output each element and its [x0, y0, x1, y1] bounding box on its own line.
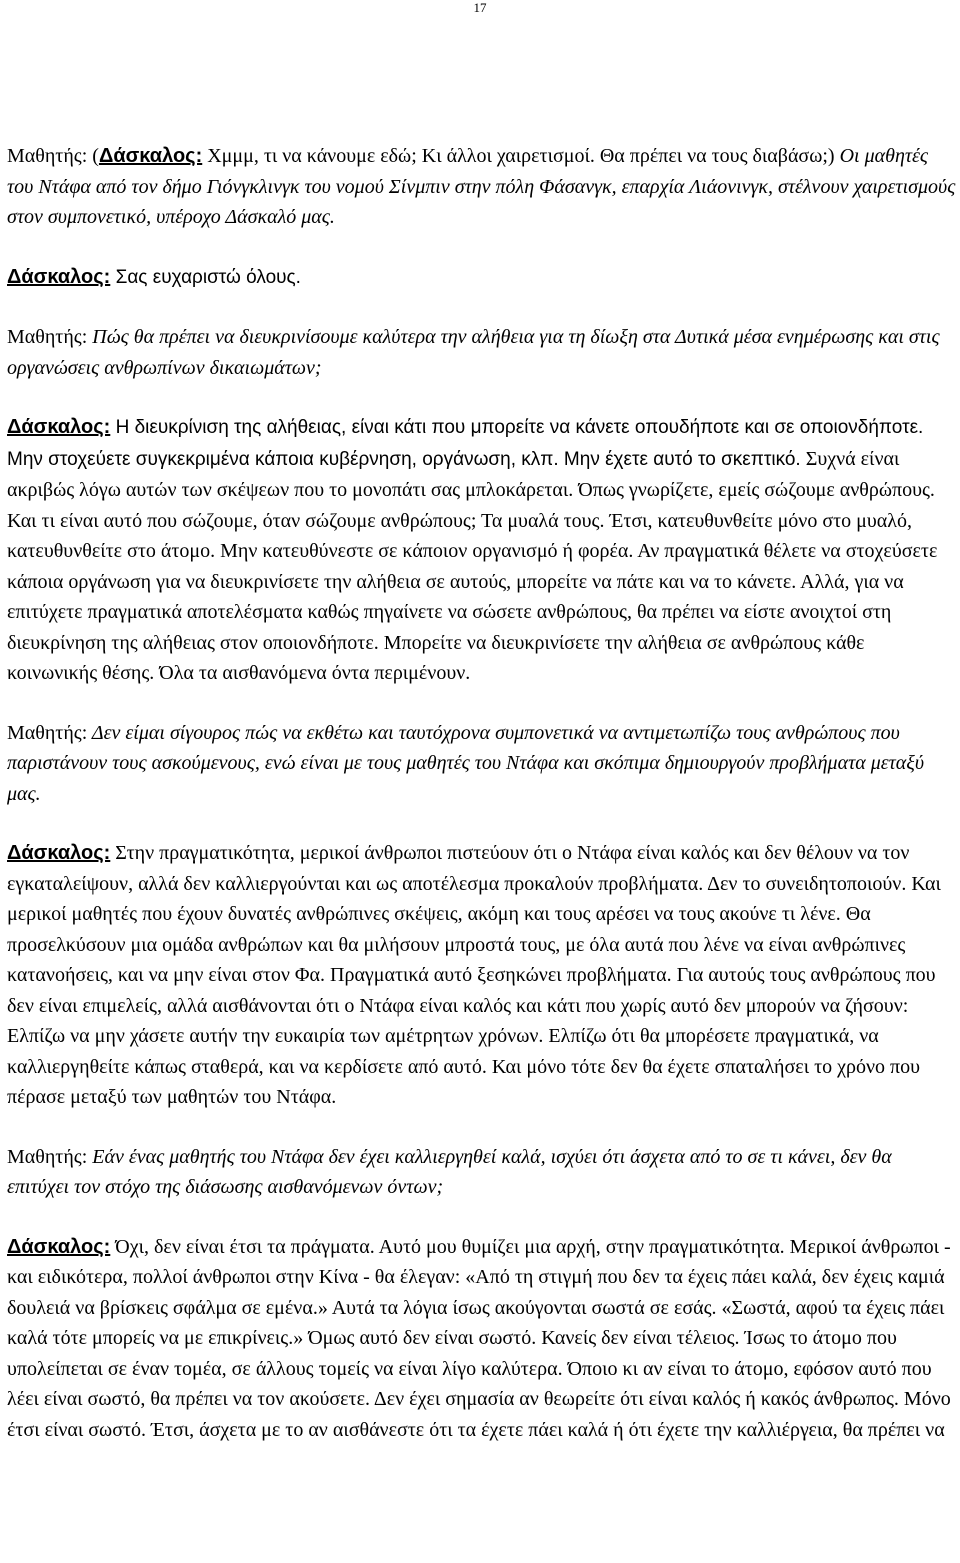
teacher-text: Στην πραγματικότητα, μερικοί άνθρωποι πιστεύουν ότι ο Ντάφα είναι καλός και δεν θέλουν να τον εγκαταλείψουν, αλλά δεν καλλιεργούνται και ως αποτέλεσμα προκαλούν προβλήματα. Δεν το συνειδητοποιούν. Και μερικοί μαθητές που έχουν δυνατές ανθρώπινες σκέψεις, ακόμη και τους αρέσει να τους ακούνε τι λένε. Θα προσελκύσουν μια ομάδα ανθρώπων και θα μιλήσουν μπροστά τους, με όλα αυτά που λένε να είναι ανθρώπινες κατανοήσεις, και να μην είναι στον Φα. Πραγματικά αυτό ξεσηκώνει προβλήματα. Για αυτούς τους ανθρώπους που δεν είναι επιμελείς, αλλά αισθάνονται ότι ο Ντάφα είναι καλός και κάτι που χωρίς αυτό δεν μπορούν να ζήσουν: Ελπίζω να μην χάσετε αυτήν την ευκαιρία των αμέτρητων χρόνων. Ελπίζω ότι θα μπορέσετε πραγματικά, να καλλιεργηθείτε κάπως σταθερά, και να κερδίσετε από αυτό. Και μόνο τότε δεν θα έχετε σπαταλήσει το χρόνο που πέρασε μεταξύ των μαθητών του Ντάφα.: [7, 842, 941, 1108]
teacher-label: Δάσκαλος:: [7, 416, 111, 438]
paragraph-student-2: [7, 322, 957, 383]
teacher-text: Συχνά είναι ακριβώς λόγω αυτών των σκέψεων που το μονοπάτι σας μπλοκάρεται. Όπως γνωρίζετε, εμείς σώζουμε ανθρώπους. Και τι είναι αυτό που σώζουμε, όταν σώζουμε ανθρώπους; Τα μυαλά τους. Έτσι, κατευθυνθείτε μόνο στο μυαλό, κατευθυνθείτε στο άτομο. Μην κατευθύνεστε σε κάποιον οργανισμό ή φορέα. Αν πραγματικά θέλετε να στοχεύσετε κάποια οργάνωση για να διευκρινίσετε την αλήθεια σε αυτούς, μπορείτε να πάτε και να το κάνετε. Αλλά, για να επιτύχετε πραγματικά αποτελέσματα καθώς πηγαίνετε να σώσετε ανθρώπους, θα πρέπει να είστε ανοιχτοί στη διευκρίνηση της αλήθειας στον οποιονδήποτε. Μπορείτε να διευκρινίσετε την αλήθεια σε ανθρώπους κάθε κοινωνικής θέσης. Όλα τα αισθανόμενα όντα περιμένουν.: [7, 447, 938, 684]
student-label: Μαθητής:: [7, 721, 88, 744]
teacher-label: Δάσκαλος:: [7, 1235, 111, 1258]
paragraph-teacher-3: [7, 838, 957, 1113]
teacher-text-sans: Η διευκρίνιση της αλήθειας, είναι κάτι που μπορείτε να κάνετε οπουδήποτε και σε οποιονδήποτε. Μην στοχεύετε συγκεκριμένα κάποια κυβέρνηση, οργάνωση, κλπ. Μην έχετε αυτό το σκεπτικό.: [7, 417, 924, 470]
paragraph-student-3: [7, 718, 957, 810]
paragraph-teacher-2: [7, 412, 957, 689]
paragraph-teacher-4: [7, 1232, 957, 1446]
student-label: Μαθητής: (: [7, 145, 99, 167]
teacher-text: Όχι, δεν είναι έτσι τα πράγματα. Αυτό μου θυμίζει μια αρχή, στην πραγματικότητα. Μερικοί άνθρωποι - και ειδικότερα, πολλοί άνθρωποι στην Κίνα - θα έλεγαν: «Από τη στιγμή που δεν τα έχεις πάει καλά, δεν έχεις καμιά δουλειά να βρίσκεις σφάλμα σε εμένα.» Αυτά τα λόγια ίσως ακούγονται σωστά σε εσάς. «Σωστά, αφού τα έχεις πάει καλά τότε μπορείς να με επικρίνεις.» Όμως αυτό δεν είναι σωστό. Κανείς δεν είναι τέλειος. Ίσως το άτομο που υπολείπεται σε έναν τομέα, σε άλλους τομείς να είναι λίγο καλύτερα. Όποιο κι αν είναι το άτομο, εφόσον αυτό που λέει είναι σωστό, θα πρέπει να τον ακούσετε. Δεν έχει σημασία αν θεωρείτε ότι είναι καλός ή κακός άνθρωπος. Μόνο έτσι είναι σωστό. Έτσι, άσχετα με το αν αισθάνεστε ότι τα έχετε πάει καλά ή ότι έχετε την καλλιέργεια, θα πρέπει να: [7, 1235, 951, 1441]
student-text: Δεν είμαι σίγουρος πώς να εκθέτω και ταυτόχρονα συμπονετικά να αντιμετωπίζω τους ανθρώπους που παριστάνουν τους ασκούμενους, ενώ είναι με τους μαθητές του Ντάφα και σκόπιμα δημιουργούν προβλήματα μεταξύ μας.: [7, 721, 925, 805]
teacher-label: Δάσκαλος:: [7, 842, 111, 864]
teacher-label: Δάσκαλος:: [7, 265, 111, 288]
teacher-aside-text: Χμμμ, τι να κάνουμε εδώ; Κι άλλοι χαιρετισμοί. Θα πρέπει να τους διαβάσω;): [202, 145, 835, 167]
page-number: 17: [473, 0, 487, 15]
paragraph-student-4: [7, 1142, 957, 1203]
paragraph-teacher-1: [7, 262, 957, 294]
teacher-label: Δάσκαλος:: [98, 145, 203, 167]
student-text: Οι μαθητές του Ντάφα από τον δήμο Γιόνγκλινγκ του νομού Σίνμπιν στην πόλη Φάσανγκ, επαρχία Λιάονινγκ, στέλνουν χαιρετισμούς στον συμπονετικό, υπέροχο Δάσκαλό μας.: [7, 145, 956, 228]
document-body: [7, 141, 957, 1445]
student-text: Εάν ένας μαθητής του Ντάφα δεν έχει καλλιεργηθεί καλά, ισχύει ότι άσχετα από το σε τι κάνει, δεν θα επιτύχει τον στόχο της διάσωσης αισθανόμενων όντων;: [7, 1145, 892, 1198]
student-label: Μαθητής:: [7, 326, 88, 348]
student-label: Μαθητής:: [7, 1145, 88, 1168]
teacher-text: Σας ευχαριστώ όλους.: [110, 266, 301, 288]
student-text: Πώς θα πρέπει να διευκρινίσουμε καλύτερα την αλήθεια για τη δίωξη στα Δυτικά μέσα ενημέρωσης και στις οργανώσεις ανθρωπίνων δικαιωμάτων;: [7, 326, 940, 379]
paragraph-student-1: [7, 141, 957, 233]
